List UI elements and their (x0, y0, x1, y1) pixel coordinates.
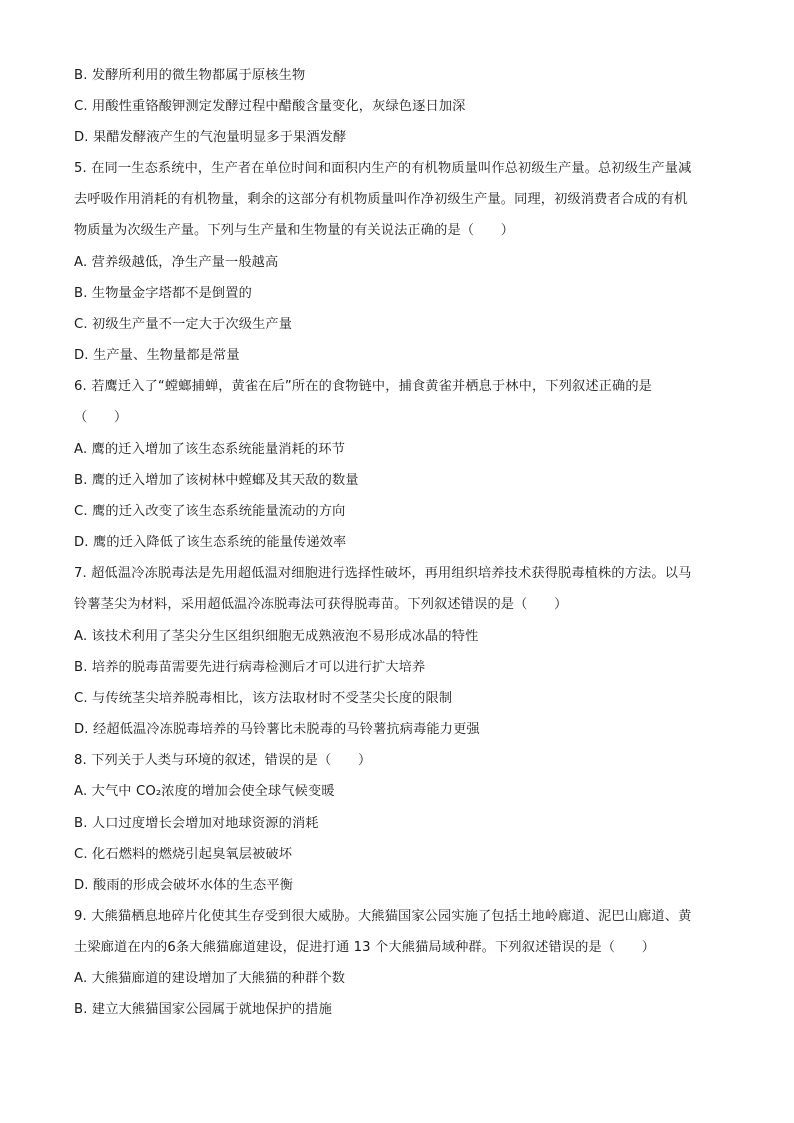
question-6-line-2: （ ） (74, 410, 128, 425)
option-d-q7: D. 经超低温冷冻脱毒培养的马铃薯比未脱毒的马铃薯抗病毒能力更强 (74, 722, 480, 737)
option-d-q5: D. 生产量、生物量都是常量 (74, 348, 240, 363)
question-7-line-2: 铃薯茎尖为材料，采用超低温冷冻脱毒法可获得脱毒苗。下列叙述错误的是（ ） (74, 597, 568, 612)
question-5-line-2: 去呼吸作用消耗的有机物量，剩余的这部分有机物质量叫作净初级生产量。同理，初级消费者合成的有机 (74, 192, 688, 207)
question-7-line-1: 7. 超低温冷冻脱毒法是先用超低温对细胞进行选择性破坏，再用组织培养技术获得脱毒植株的方法。以马 (74, 566, 692, 581)
option-a-q7: A. 该技术利用了茎尖分生区组织细胞无成熟液泡不易形成冰晶的特性 (74, 629, 479, 644)
option-c-q7: C. 与传统茎尖培养脱毒相比，该方法取材时不受茎尖长度的限制 (74, 691, 453, 706)
option-c-q4: C. 用酸性重铬酸钾测定发酵过程中醋酸含量变化，灰绿色逐日加深 (74, 99, 466, 114)
option-b-q4: B. 发酵所利用的微生物都属于原核生物 (74, 68, 306, 83)
option-c-q5: C. 初级生产量不一定大于次级生产量 (74, 317, 293, 332)
option-b-q6: B. 鹰的迁入增加了该树林中螳螂及其天敌的数量 (74, 473, 359, 488)
option-a-q8: A. 大气中 CO₂浓度的增加会使全球气候变暖 (74, 784, 335, 799)
question-5-line-3: 物质量为次级生产量。下列与生产量和生物量的有关说法正确的是（ ） (74, 223, 515, 238)
option-b-q9: B. 建立大熊猫国家公园属于就地保护的措施 (74, 1002, 332, 1017)
question-8: 8. 下列关于人类与环境的叙述，错误的是（ ） (74, 753, 372, 768)
option-d-q8: D. 酸雨的形成会破坏水体的生态平衡 (74, 878, 294, 893)
option-a-q9: A. 大熊猫廊道的建设增加了大熊猫的种群个数 (74, 971, 346, 986)
option-c-q8: C. 化石燃料的燃烧引起臭氧层被破坏 (74, 847, 293, 862)
question-9-line-1: 9. 大熊猫栖息地碎片化使其生存受到很大威胁。大熊猫国家公园实施了包括土地岭廊道、泥巴山廊道、黄 (74, 909, 692, 924)
option-a-q5: A. 营养级越低，净生产量一般越高 (74, 255, 279, 270)
option-d-q6: D. 鹰的迁入降低了该生态系统的能量传递效率 (74, 535, 347, 550)
question-6-line-1: 6. 若鹰迁入了“螳螂捕蝉，黄雀在后”所在的食物链中，捕食黄雀并栖息于林中，下列叙述正确的是 (74, 379, 653, 394)
option-d-q4: D. 果醋发酵液产生的气泡量明显多于果酒发酵 (74, 130, 347, 145)
question-9-line-2: 土梁廊道在内的6条大熊猫廊道建设，促进打通 13 个大熊猫局域种群。下列叙述错误的是（ ） (74, 940, 656, 955)
option-b-q7: B. 培养的脱毒苗需要先进行病毒检测后才可以进行扩大培养 (74, 660, 426, 675)
question-5-line-1: 5. 在同一生态系统中，生产者在单位时间和面积内生产的有机物质量叫作总初级生产量。总初级生产量减 (74, 161, 692, 176)
option-c-q6: C. 鹰的迁入改变了该生态系统能量流动的方向 (74, 504, 346, 519)
option-b-q5: B. 生物量金字塔都不是倒置的 (74, 286, 252, 301)
option-b-q8: B. 人口过度增长会增加对地球资源的消耗 (74, 816, 319, 831)
option-a-q6: A. 鹰的迁入增加了该生态系统能量消耗的环节 (74, 442, 346, 457)
